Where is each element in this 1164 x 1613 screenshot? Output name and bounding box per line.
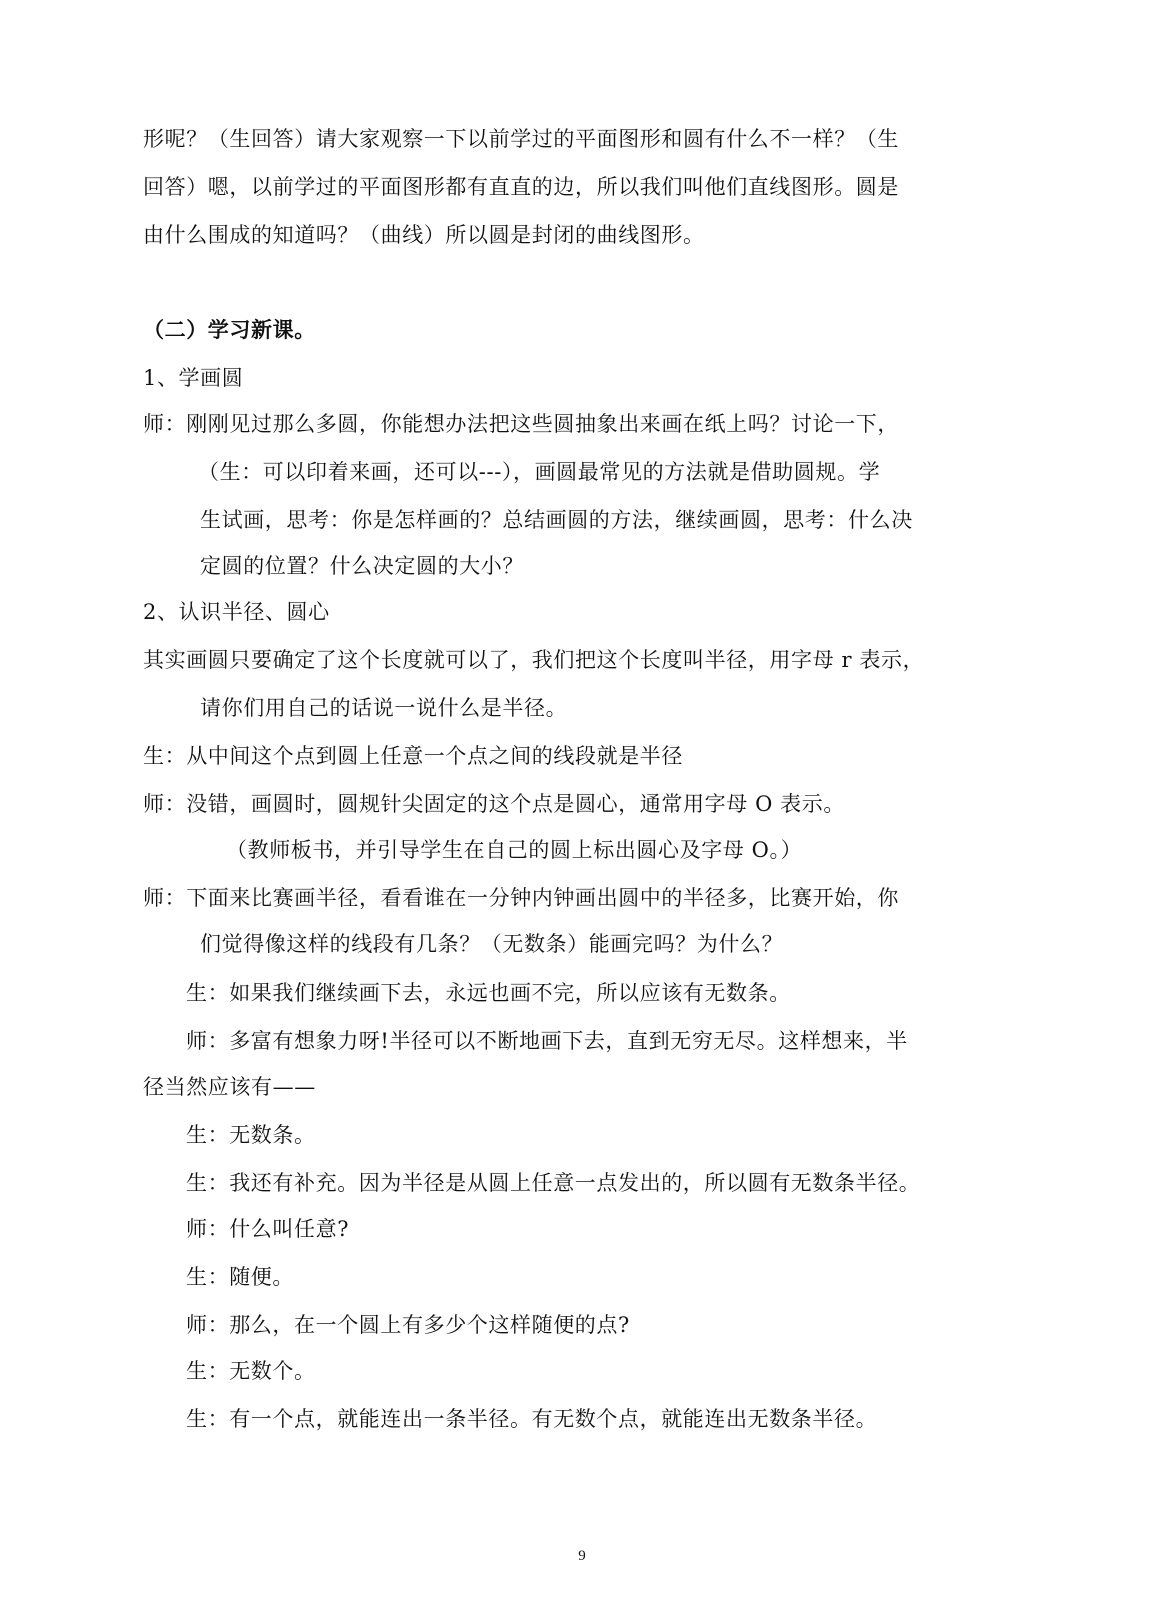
teacher-line-5: 师：什么叫任意? <box>186 1217 350 1241</box>
radius-paragraph-line-1: 其实画圆只要确定了这个长度就可以了，我们把这个长度叫半径，用字母 r 表示， <box>143 648 925 672</box>
teacher-line-1-cont-2: 生试画，思考：你是怎样画的？总结画圆的方法，继续画圆，思考：什么决 <box>200 508 913 532</box>
intro-line-3: 由什么围成的知道吗？（曲线）所以圆是封闭的曲线图形。 <box>143 223 705 247</box>
student-line-5: 生：随便。 <box>186 1265 294 1289</box>
teacher-line-2: 师：没错，画圆时，圆规针尖固定的这个点是圆心，通常用字母 O 表示。 <box>143 792 845 816</box>
intro-line-1: 形呢？（生回答）请大家观察一下以前学过的平面图形和圆有什么不一样？（生 <box>143 127 899 151</box>
page-number: 9 <box>578 1548 586 1564</box>
subheading-draw-circle: 1、学画圆 <box>143 366 244 390</box>
intro-line-2: 回答）嗯，以前学过的平面图形都有直直的边，所以我们叫他们直线图形。圆是 <box>143 175 899 199</box>
subheading-radius-center: 2、认识半径、圆心 <box>143 600 330 624</box>
student-line-4: 生：我还有补充。因为半径是从圆上任意一点发出的，所以圆有无数条半径。 <box>186 1171 921 1195</box>
teacher-line-4: 师：多富有想象力呀!半径可以不断地画下去，直到无穷无尽。这样想来，半 <box>186 1029 908 1053</box>
teacher-line-6: 师：那么，在一个圆上有多少个这样随便的点? <box>186 1313 630 1337</box>
radius-paragraph-line-2: 请你们用自己的话说一说什么是半径。 <box>200 696 568 720</box>
section-heading: （二）学习新课。 <box>143 317 316 342</box>
teacher-line-4-cont: 径当然应该有—— <box>143 1075 316 1099</box>
student-line-2: 生：如果我们继续画下去，永远也画不完，所以应该有无数条。 <box>186 981 791 1005</box>
student-line-1: 生：从中间这个点到圆上任意一个点之间的线段就是半径 <box>143 744 683 768</box>
teacher-line-1-cont-3: 定圆的位置？什么决定圆的大小？ <box>200 554 524 578</box>
teacher-line-1: 师：刚刚见过那么多圆，你能想办法把这些圆抽象出来画在纸上吗？讨论一下， <box>143 412 899 436</box>
teacher-line-1-cont-1: （生：可以印着来画，还可以---），画圆最常见的方法就是借助圆规。学 <box>198 460 881 484</box>
student-line-6: 生：无数个。 <box>186 1359 316 1383</box>
teacher-line-3: 师：下面来比赛画半径，看看谁在一分钟内钟画出圆中的半径多，比赛开始，你 <box>143 886 899 910</box>
student-line-3: 生：无数条。 <box>186 1123 316 1147</box>
blackboard-note: （教师板书，并引导学生在自己的圆上标出圆心及字母 O。） <box>226 838 803 862</box>
student-line-7: 生：有一个点，就能连出一条半径。有无数个点，就能连出无数条半径。 <box>186 1407 878 1431</box>
teacher-line-3-cont: 们觉得像这样的线段有几条？（无数条）能画完吗？为什么？ <box>200 932 784 956</box>
